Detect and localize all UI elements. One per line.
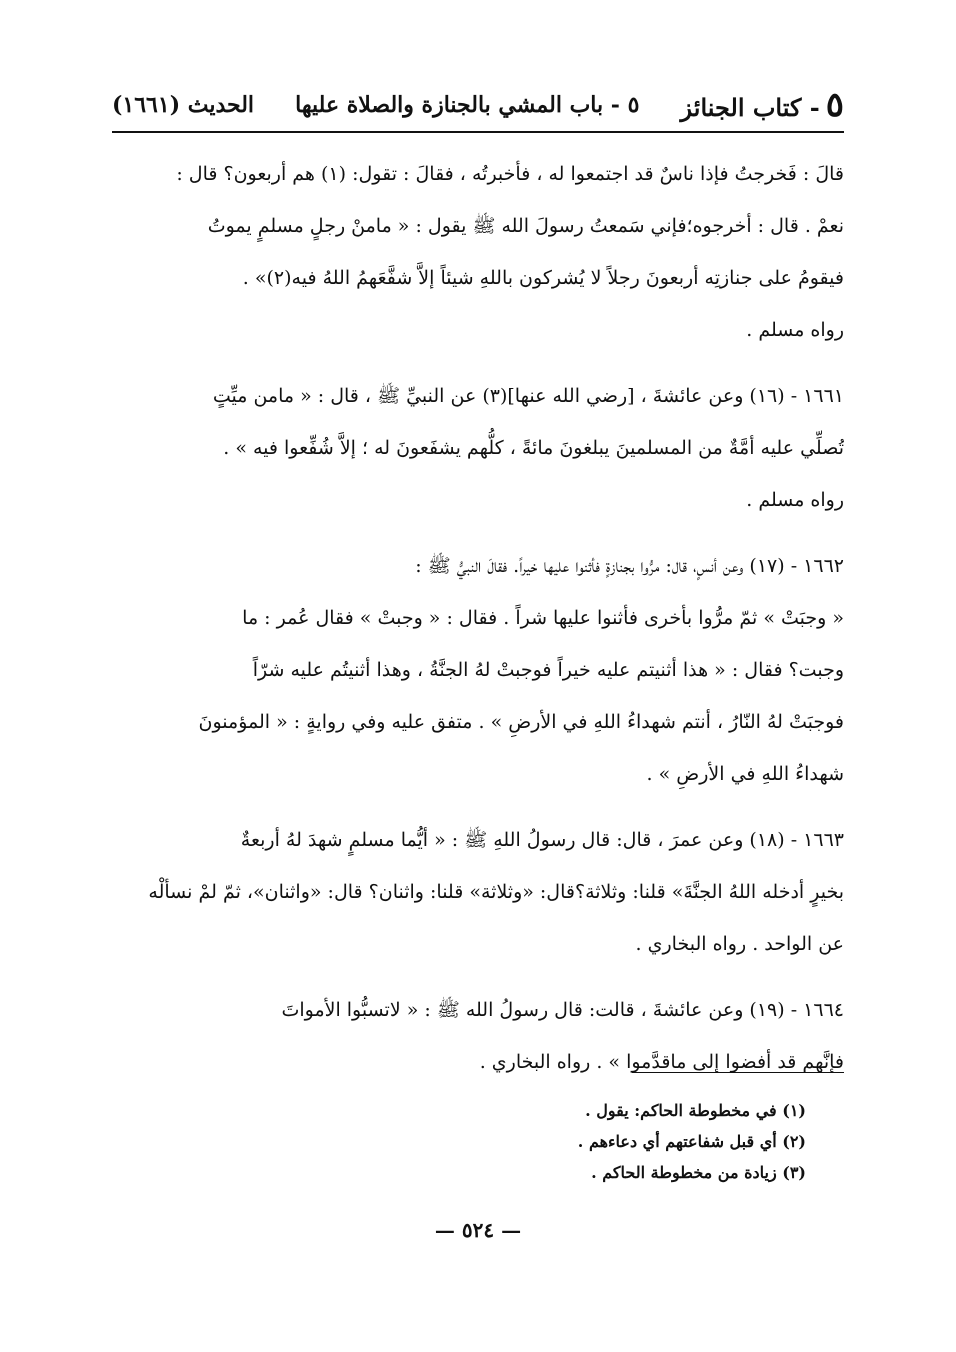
footnote-rule — [632, 1072, 844, 1073]
running-header — [112, 84, 844, 126]
text-line: « وجبَتْ » ثمّ مرُّوا بأخرى فأثنوا عليها شراً . فقال : « وجبتْ » فقال عُمر : ما — [242, 607, 844, 629]
chapter-title: ٥ - باب المشي بالجنازة والصلاة عليها — [295, 92, 640, 118]
text-line: شهداءُ اللهِ في الأرضِ » . — [646, 763, 844, 785]
text-line: ١٦٦٣ - (١٨) وعن عمرَ ، قال: قال رسولُ اللهِ ﷺ : « أيُّما مسلمٍ شهدَ لهُ أربعةٌ — [240, 829, 844, 851]
text-line: رواه مسلم . — [746, 489, 844, 511]
text-line: نعمْ . قال : أخرجوه؛فإني سَمعتُ رسولَ الله ﷺ يقول : « مامنْ رجلٍ مسلمٍ يموتُ — [207, 215, 844, 237]
text-line: ١٦٦٤ - (١٩) وعن عائشةَ ، قالت: قال رسولُ الله ﷺ : « لاتسبُّوا الأمواتَ — [281, 999, 844, 1021]
page-number: — ٥٢٤ — — [434, 1218, 522, 1242]
book-title-text: - كتاب الجنائز — [680, 93, 820, 122]
hadith-continuation — [112, 148, 844, 356]
hadith-1662 — [112, 540, 844, 800]
text-line: عن الواحد . رواه البخاري . — [635, 933, 844, 955]
footnote: (٢) أي قبل شفاعتهم أي دعاءهم . — [577, 1132, 806, 1151]
text-line: فإنَّهم قد أفضوا إلى ماقدَّموا » . رواه البخاري . — [479, 1051, 844, 1073]
book-number: ٥ — [825, 85, 844, 125]
text-line: رواه مسلم . — [746, 319, 844, 341]
footnote: (٣) زيادة من مخطوطة الحاكم . — [591, 1163, 806, 1182]
header-rule — [112, 131, 844, 133]
text-line: ١٦٦١ - (١٦) وعن عائشةَ ، [رضي الله عنها](٣) عن النبيِّ ﷺ ، قال : « مامن ميِّتٍ — [212, 385, 844, 407]
text-line: بخيرٍ أدخله اللهُ الجنَّةَ» قلنا: وثلاثة؟قال: «وثلاثة» قلنا: واثنان؟ قال: «واثنان»، ثمّ لمْ نسألْه — [148, 881, 844, 903]
footnote: (١) في مخطوطة الحاكم: يقول . — [585, 1101, 806, 1120]
text-line: فوجبَتْ لهُ النّارُ ، أنتم شهداءُ اللهِ في الأرضِ » . متفق عليه وفي روايةٍ : « المؤمنونَ — [198, 711, 844, 733]
main-text — [112, 148, 844, 1102]
hadith-reference: الحديث (١٦٦١) — [112, 92, 255, 118]
text-line: تُصلِّي عليه أمَّةٌ من المسلمينَ يبلغونَ مائةً ، كلُّهم يشفَعونَ له ؛ إلاَّ شُفِّعوا فيه » . — [223, 437, 844, 459]
text-line: وجبت؟ فقال : « هذا أثنيتم عليه خيراً فوجبتْ لهُ الجنَّةُ ، وهذا أثنيتُم عليه شرّاً — [252, 659, 844, 681]
book-title — [681, 85, 844, 125]
text-line: ١٦٦٢ - (١٧) وعن أنسٍ، قال: مرُّوا بجنازةٍ فأثنوا عليها خيراً. فقالَ النبيُّ ﷺ : — [415, 555, 844, 577]
hadith-1663 — [112, 814, 844, 970]
footnotes — [578, 1095, 806, 1188]
hadith-1661 — [112, 370, 844, 526]
text-line: فيقومُ على جنازتِه أربعونَ رجلاً لا يُشركون باللهِ شيئاً إلاَّ شفَّعَهمُ اللهُ فيه(٢)» . — [242, 267, 844, 289]
text-line: قالَ : فَخرجتُ فإذا ناسٌ قد اجتمعوا له ، فأخبرتُه ، فقالَ : تقول: (١) هم أربعون؟ قال : — [176, 163, 844, 185]
